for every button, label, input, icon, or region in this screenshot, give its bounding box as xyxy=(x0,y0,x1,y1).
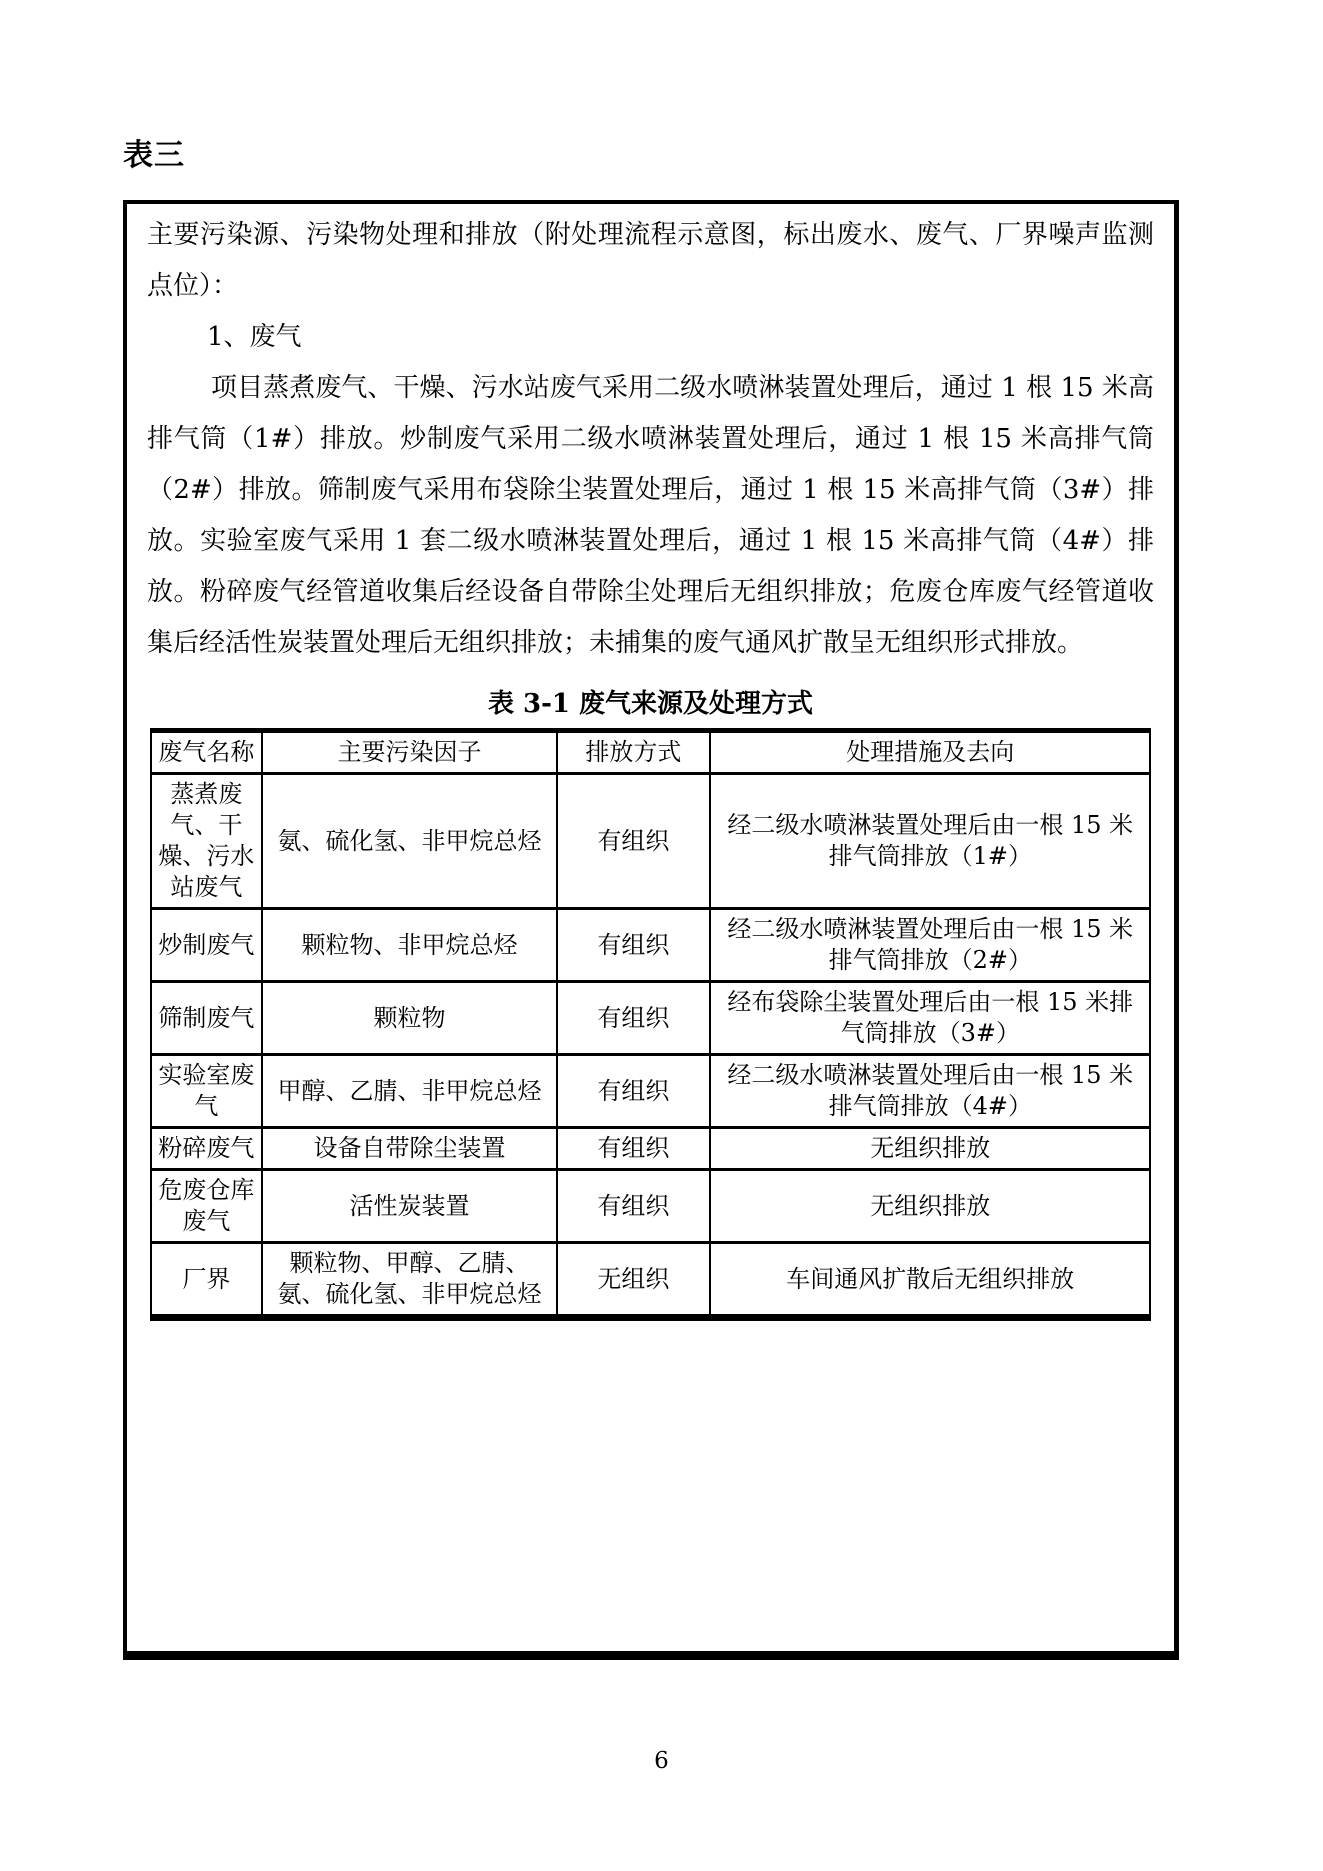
table-row xyxy=(151,774,1151,909)
table-cell: 经二级水喷淋装置处理后由一根 15 米排气筒排放（4#） xyxy=(710,1055,1150,1128)
table-head xyxy=(151,731,1151,774)
table-cell: 有组织 xyxy=(557,1055,710,1128)
table-cell: 无组织排放 xyxy=(710,1128,1150,1170)
table-row xyxy=(151,982,1151,1055)
header-cell: 处理措施及去向 xyxy=(710,731,1150,774)
table-header-row xyxy=(151,731,1151,774)
table-cell: 有组织 xyxy=(557,1170,710,1243)
page-number: 6 xyxy=(654,1748,669,1774)
table-body xyxy=(151,774,1151,1318)
header-cell: 主要污染因子 xyxy=(262,731,557,774)
table-row xyxy=(151,1055,1151,1128)
table-cell: 颗粒物、非甲烷总烃 xyxy=(262,909,557,982)
table-cell: 车间通风扩散后无组织排放 xyxy=(710,1243,1150,1318)
table-cell: 实验室废气 xyxy=(151,1055,263,1128)
table-cell: 粉碎废气 xyxy=(151,1128,263,1170)
table-cell: 无组织排放 xyxy=(710,1170,1150,1243)
table-cell: 经布袋除尘装置处理后由一根 15 米排气筒排放（3#） xyxy=(710,982,1150,1055)
table-cell: 蒸煮废气、干燥、污水站废气 xyxy=(151,774,263,909)
table-cell: 颗粒物 xyxy=(262,982,557,1055)
table-cell: 氨、硫化氢、非甲烷总烃 xyxy=(262,774,557,909)
header-cell: 排放方式 xyxy=(557,731,710,774)
body-paragraph: 项目蒸煮废气、干燥、污水站废气采用二级水喷淋装置处理后，通过 1 根 15 米高排气筒（1#）排放。炒制废气采用二级水喷淋装置处理后，通过 1 根 15 米高排气筒（2#）排放。筛制废气采用布袋除尘装置处理后，通过 1 根 15 米高排气筒（3#）排放。实验室废气采用 1 套二级水喷淋装置处理后，通过 1 根 15 米高排气筒（4#）排放。粉碎废气经管道收集后经设备自带除尘处理后无组织排放；危废仓库废气经管道收集后经活性炭装置处理后无组织排放；未捕集的废气通风扩散呈无组织形式排放。 xyxy=(147,373,1154,658)
table-cell: 无组织 xyxy=(557,1243,710,1318)
waste-gas-table xyxy=(150,728,1152,1321)
content-box xyxy=(123,200,1179,1660)
table-cell: 经二级水喷淋装置处理后由一根 15 米排气筒排放（1#） xyxy=(710,774,1150,909)
table-row xyxy=(151,909,1151,982)
table-cell: 筛制废气 xyxy=(151,982,263,1055)
table-cell: 颗粒物、甲醇、乙腈、氨、硫化氢、非甲烷总烃 xyxy=(262,1243,557,1318)
table-cell: 厂界 xyxy=(151,1243,263,1318)
table-title: 表 3-1 废气来源及处理方式 xyxy=(487,689,814,719)
section-heading: 1、废气 xyxy=(207,322,302,352)
table-cell: 设备自带除尘装置 xyxy=(262,1128,557,1170)
table-cell: 有组织 xyxy=(557,909,710,982)
page-title: 表三 xyxy=(123,138,185,173)
intro-paragraph: 主要污染源、污染物处理和排放（附处理流程示意图，标出废水、废气、厂界噪声监测点位）： xyxy=(147,220,1154,301)
table-row xyxy=(151,1243,1151,1318)
table-row xyxy=(151,1170,1151,1243)
table-row xyxy=(151,1128,1151,1170)
table-cell: 炒制废气 xyxy=(151,909,263,982)
table-cell: 危废仓库废气 xyxy=(151,1170,263,1243)
table-cell: 活性炭装置 xyxy=(262,1170,557,1243)
table-cell: 甲醇、乙腈、非甲烷总烃 xyxy=(262,1055,557,1128)
table-cell: 经二级水喷淋装置处理后由一根 15 米排气筒排放（2#） xyxy=(710,909,1150,982)
table-cell: 有组织 xyxy=(557,1128,710,1170)
table-cell: 有组织 xyxy=(557,774,710,909)
header-cell: 废气名称 xyxy=(151,731,263,774)
table-cell: 有组织 xyxy=(557,982,710,1055)
